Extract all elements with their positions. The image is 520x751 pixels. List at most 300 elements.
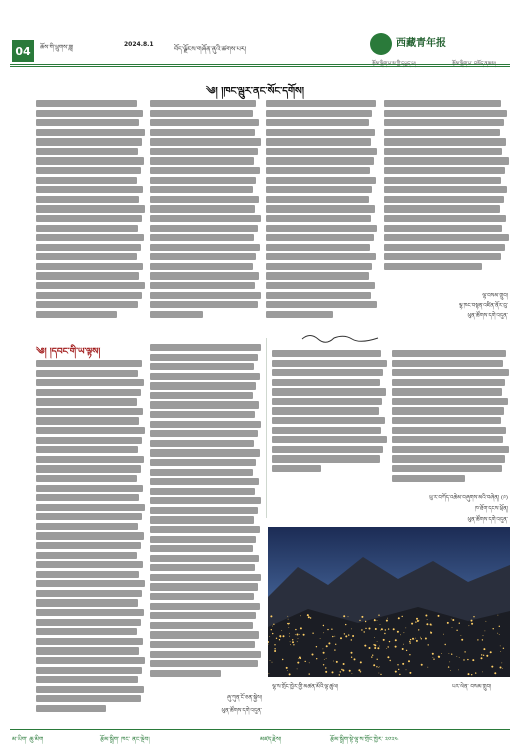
text-line bbox=[272, 455, 380, 462]
city-light bbox=[349, 670, 351, 672]
city-light bbox=[468, 673, 470, 675]
city-light bbox=[312, 633, 313, 634]
city-light bbox=[309, 673, 310, 674]
city-light bbox=[352, 635, 354, 637]
city-light bbox=[372, 655, 373, 656]
text-line bbox=[150, 555, 259, 562]
city-light bbox=[269, 636, 270, 637]
city-light bbox=[309, 662, 310, 663]
text-line bbox=[150, 157, 254, 164]
city-light bbox=[323, 649, 324, 650]
city-light bbox=[421, 664, 423, 666]
text-line bbox=[36, 263, 143, 270]
city-light bbox=[345, 624, 346, 625]
city-light bbox=[418, 629, 419, 630]
city-light bbox=[308, 616, 310, 618]
city-light bbox=[389, 641, 390, 642]
city-light bbox=[486, 621, 487, 622]
city-light bbox=[380, 624, 381, 625]
city-light bbox=[404, 632, 405, 633]
city-light bbox=[471, 623, 473, 625]
city-light bbox=[343, 663, 345, 665]
text-line bbox=[36, 599, 138, 606]
city-light bbox=[497, 633, 498, 634]
city-light bbox=[327, 629, 328, 630]
city-light bbox=[473, 616, 474, 617]
city-light bbox=[298, 638, 299, 639]
city-light bbox=[365, 621, 366, 622]
city-light bbox=[272, 626, 273, 627]
text-line bbox=[150, 354, 258, 361]
city-light bbox=[331, 629, 332, 630]
text-line bbox=[36, 379, 144, 386]
text-line bbox=[392, 465, 502, 472]
city-light bbox=[451, 654, 452, 655]
city-light bbox=[402, 616, 403, 617]
text-line bbox=[150, 631, 259, 638]
article2-title: ༄། །དབང་གི་ཡ་ལྟས། bbox=[36, 347, 101, 357]
text-line bbox=[36, 272, 139, 279]
text-line bbox=[392, 475, 465, 482]
city-light bbox=[406, 669, 407, 670]
city-light bbox=[373, 644, 374, 645]
city-light bbox=[426, 623, 428, 625]
text-line bbox=[36, 244, 141, 251]
article2-column-2 bbox=[150, 344, 262, 684]
text-line bbox=[150, 516, 254, 523]
page-number: 04 bbox=[12, 40, 34, 62]
text-line bbox=[266, 157, 374, 164]
city-light bbox=[417, 620, 419, 622]
text-line bbox=[36, 609, 144, 616]
text-line bbox=[36, 119, 139, 126]
text-line bbox=[392, 455, 505, 462]
city-light bbox=[332, 636, 333, 637]
city-light bbox=[360, 671, 361, 672]
city-light bbox=[320, 638, 321, 639]
text-line bbox=[36, 129, 145, 136]
city-light bbox=[379, 667, 380, 668]
text-line bbox=[150, 110, 253, 117]
text-line bbox=[392, 407, 504, 414]
city-light bbox=[395, 639, 397, 641]
city-light bbox=[458, 670, 459, 671]
text-line bbox=[150, 469, 253, 476]
text-line bbox=[150, 148, 258, 155]
text-line bbox=[36, 370, 138, 377]
city-light bbox=[274, 650, 276, 652]
city-light bbox=[326, 658, 327, 659]
text-line bbox=[36, 465, 141, 472]
text-line bbox=[150, 392, 253, 399]
text-line bbox=[36, 311, 117, 318]
city-light bbox=[340, 637, 342, 639]
city-light bbox=[369, 647, 371, 649]
city-light bbox=[295, 634, 296, 635]
text-line bbox=[36, 542, 141, 549]
text-line bbox=[392, 427, 506, 434]
city-light bbox=[431, 625, 432, 626]
text-line bbox=[384, 110, 507, 117]
city-light bbox=[409, 672, 411, 674]
text-line bbox=[36, 590, 142, 597]
city-light bbox=[485, 631, 486, 632]
text-line bbox=[266, 215, 371, 222]
city-light bbox=[287, 623, 288, 624]
city-light bbox=[427, 619, 428, 620]
city-light bbox=[379, 646, 380, 647]
text-line bbox=[150, 459, 256, 466]
text-line bbox=[392, 379, 505, 386]
text-line bbox=[266, 119, 369, 126]
city-light bbox=[361, 616, 363, 618]
city-light bbox=[374, 637, 375, 638]
text-line bbox=[150, 272, 259, 279]
city-light bbox=[467, 659, 468, 660]
text-line bbox=[150, 651, 261, 658]
city-light bbox=[377, 620, 378, 621]
city-light bbox=[430, 632, 432, 634]
text-line bbox=[36, 301, 138, 308]
article2-column-1 bbox=[36, 360, 146, 720]
text-line bbox=[384, 186, 507, 193]
city-light bbox=[403, 644, 404, 645]
city-light bbox=[377, 659, 378, 660]
article1-column-4 bbox=[384, 100, 510, 276]
city-light bbox=[415, 621, 416, 622]
city-light bbox=[378, 615, 379, 616]
city-light bbox=[482, 639, 483, 640]
text-line bbox=[384, 138, 506, 145]
text-line bbox=[36, 552, 137, 559]
text-line bbox=[36, 427, 145, 434]
city-light bbox=[334, 649, 335, 650]
city-light bbox=[433, 657, 434, 658]
city-light bbox=[500, 646, 501, 647]
city-light bbox=[324, 659, 325, 660]
text-line bbox=[384, 157, 509, 164]
text-line bbox=[384, 253, 501, 260]
text-line bbox=[150, 186, 253, 193]
text-line bbox=[392, 350, 506, 357]
city-light bbox=[326, 645, 328, 647]
city-light bbox=[288, 624, 289, 625]
article3-byline: ཁ་ཐོག་དངས་ཕྲོན། bbox=[475, 506, 508, 512]
article1-byline-2: ཕུན་ཚོགས་དགེ་འདུན་ bbox=[467, 313, 508, 319]
city-light bbox=[334, 636, 335, 637]
text-line bbox=[384, 148, 502, 155]
text-line bbox=[36, 157, 144, 164]
city-light bbox=[381, 628, 383, 630]
city-light bbox=[449, 662, 450, 663]
text-line bbox=[36, 532, 144, 539]
city-light bbox=[387, 656, 389, 658]
header-rule-secondary bbox=[10, 66, 510, 67]
city-light bbox=[351, 629, 352, 630]
city-light bbox=[272, 662, 273, 663]
article2-byline-2: ཕུན་ཚོགས་དགེ་འདུན་ bbox=[221, 708, 262, 714]
city-light bbox=[359, 620, 360, 621]
city-light bbox=[288, 619, 289, 620]
text-line bbox=[150, 536, 256, 543]
text-line bbox=[150, 593, 254, 600]
city-light bbox=[276, 638, 277, 639]
city-light bbox=[298, 658, 299, 659]
city-light bbox=[398, 669, 399, 670]
city-light bbox=[325, 671, 327, 673]
text-line bbox=[150, 440, 254, 447]
city-light bbox=[292, 641, 294, 643]
text-line bbox=[150, 301, 258, 308]
city-light bbox=[428, 644, 429, 645]
city-light bbox=[340, 671, 341, 672]
newspaper-logo-icon bbox=[370, 33, 392, 55]
text-line bbox=[150, 526, 260, 533]
text-line bbox=[150, 167, 260, 174]
city-light bbox=[279, 639, 280, 640]
text-line bbox=[266, 205, 375, 212]
text-line bbox=[36, 513, 142, 520]
city-light bbox=[377, 647, 379, 649]
text-line bbox=[36, 494, 139, 501]
text-line bbox=[392, 446, 509, 453]
city-light bbox=[471, 674, 472, 675]
text-line bbox=[36, 186, 143, 193]
city-light bbox=[503, 648, 504, 649]
city-light bbox=[451, 619, 452, 620]
text-line bbox=[266, 129, 375, 136]
city-light bbox=[475, 672, 476, 673]
text-line bbox=[272, 417, 385, 424]
page-footer bbox=[10, 729, 510, 744]
city-light bbox=[323, 632, 324, 633]
city-light bbox=[425, 638, 427, 640]
city-light bbox=[288, 623, 289, 624]
article3-column-1 bbox=[272, 350, 388, 480]
text-line bbox=[272, 388, 386, 395]
city-light bbox=[393, 628, 395, 630]
city-light bbox=[316, 646, 317, 647]
city-light bbox=[375, 628, 377, 630]
text-line bbox=[36, 475, 137, 482]
city-light bbox=[415, 638, 416, 639]
city-light bbox=[409, 641, 410, 642]
city-light bbox=[297, 634, 299, 636]
text-line bbox=[266, 292, 371, 299]
text-line bbox=[36, 485, 143, 492]
text-line bbox=[150, 421, 261, 428]
editor-note-left bbox=[372, 58, 416, 72]
text-line bbox=[384, 167, 505, 174]
city-light bbox=[270, 660, 271, 661]
city-light bbox=[297, 662, 299, 664]
city-light bbox=[297, 669, 298, 670]
text-line bbox=[384, 215, 506, 222]
article3-part-note: ཕུ་ར་བཀོད་འཆེམ་བཞུགས་མའི་བཞེན། (༩) bbox=[429, 495, 508, 501]
city-light bbox=[397, 664, 398, 665]
text-line bbox=[150, 641, 255, 648]
text-line bbox=[384, 100, 501, 107]
city-light bbox=[450, 670, 451, 671]
text-line bbox=[150, 292, 261, 299]
city-light bbox=[481, 657, 483, 659]
text-line bbox=[36, 561, 143, 568]
night-city-photo bbox=[268, 527, 510, 677]
text-line bbox=[266, 253, 376, 260]
city-light bbox=[289, 636, 290, 637]
city-light bbox=[383, 639, 385, 641]
city-light bbox=[336, 661, 338, 663]
city-light bbox=[432, 653, 434, 655]
text-line bbox=[36, 705, 106, 712]
city-light bbox=[351, 652, 353, 654]
article2-byline: ཞུ་ཀུན་ངོ་ཅན་སྐྱེས། bbox=[227, 695, 262, 701]
city-light bbox=[374, 619, 376, 621]
text-line bbox=[150, 545, 253, 552]
text-line bbox=[266, 196, 369, 203]
city-light bbox=[274, 648, 275, 649]
text-line bbox=[384, 244, 505, 251]
text-line bbox=[36, 571, 139, 578]
text-line bbox=[392, 369, 509, 376]
city-light bbox=[354, 658, 356, 660]
text-line bbox=[36, 100, 137, 107]
city-light bbox=[287, 616, 288, 617]
text-line bbox=[150, 660, 258, 667]
text-line bbox=[150, 282, 255, 289]
city-light bbox=[352, 673, 353, 674]
city-light bbox=[384, 633, 385, 634]
article1-column-1 bbox=[36, 100, 146, 328]
city-light bbox=[472, 659, 474, 661]
text-line bbox=[36, 695, 141, 702]
text-line bbox=[36, 667, 142, 674]
text-line bbox=[384, 129, 500, 136]
city-light bbox=[410, 642, 411, 643]
city-light bbox=[270, 615, 272, 617]
tibetan-date: ཆོས་གི་ཕྲུགས་ཟླ། bbox=[40, 44, 74, 51]
city-light bbox=[433, 659, 434, 660]
city-light bbox=[364, 631, 365, 632]
city-light bbox=[477, 639, 478, 640]
text-line bbox=[150, 263, 253, 270]
text-line bbox=[384, 177, 501, 184]
text-line bbox=[36, 647, 139, 654]
text-line bbox=[266, 282, 375, 289]
city-light bbox=[274, 644, 275, 645]
text-line bbox=[150, 603, 260, 610]
city-light bbox=[316, 658, 317, 659]
city-light bbox=[341, 669, 342, 670]
text-line bbox=[36, 504, 145, 511]
text-line bbox=[36, 177, 137, 184]
city-light bbox=[416, 640, 418, 642]
text-line bbox=[36, 456, 144, 463]
text-line bbox=[272, 398, 382, 405]
text-line bbox=[36, 225, 138, 232]
text-line bbox=[266, 263, 372, 270]
text-line bbox=[150, 119, 259, 126]
city-light bbox=[499, 634, 500, 635]
city-light bbox=[421, 638, 422, 639]
text-line bbox=[150, 100, 256, 107]
city-light bbox=[405, 628, 406, 629]
city-light bbox=[339, 674, 340, 675]
text-line bbox=[36, 628, 137, 635]
city-light bbox=[378, 667, 379, 668]
footer-item-2: རྩོམ་སྒྲིག་ ཁང་ ནང་ལྡེབ། bbox=[100, 736, 150, 743]
article1-source: ལྷ་ཁང་བསྟན་འཛིན་ནོར་བུ་ bbox=[458, 303, 508, 309]
text-line bbox=[36, 253, 137, 260]
text-line bbox=[266, 177, 376, 184]
city-light bbox=[303, 634, 305, 636]
city-light bbox=[380, 674, 381, 675]
text-line bbox=[384, 196, 504, 203]
city-light bbox=[388, 628, 389, 629]
city-light bbox=[464, 651, 465, 652]
text-line bbox=[384, 225, 502, 232]
column-divider bbox=[266, 338, 267, 518]
text-line bbox=[36, 167, 141, 174]
city-light bbox=[386, 620, 388, 622]
newspaper-name: 西藏青年报 bbox=[396, 38, 446, 49]
text-line bbox=[150, 373, 260, 380]
text-line bbox=[150, 507, 258, 514]
city-light bbox=[452, 627, 453, 628]
city-light bbox=[441, 653, 442, 654]
text-line bbox=[36, 282, 145, 289]
city-light bbox=[308, 615, 309, 616]
article1-byline: ལྷ་བསམ་གྲུབ། bbox=[482, 293, 508, 299]
city-light bbox=[449, 653, 450, 654]
text-line bbox=[36, 657, 145, 664]
text-line bbox=[266, 234, 374, 241]
city-light bbox=[398, 617, 400, 619]
text-line bbox=[150, 478, 259, 485]
text-line bbox=[266, 311, 333, 318]
city-light bbox=[388, 646, 389, 647]
city-light bbox=[459, 657, 460, 658]
city-light bbox=[312, 654, 314, 656]
text-line bbox=[272, 350, 381, 357]
text-line bbox=[150, 234, 254, 241]
city-light bbox=[502, 668, 503, 669]
header-rule bbox=[10, 64, 510, 65]
text-line bbox=[384, 234, 509, 241]
city-light bbox=[281, 630, 282, 631]
city-light bbox=[500, 667, 502, 669]
masthead-tibetan: བོད་ལྗོངས་གཞོན་ནུའི་ཚགས་པར། bbox=[174, 45, 247, 53]
text-line bbox=[150, 612, 256, 619]
text-line bbox=[150, 225, 258, 232]
city-light bbox=[358, 669, 360, 671]
text-line bbox=[36, 686, 144, 693]
text-line bbox=[150, 253, 256, 260]
city-light bbox=[335, 644, 336, 645]
text-line bbox=[150, 363, 254, 370]
city-light bbox=[283, 635, 285, 637]
city-light bbox=[379, 673, 380, 674]
text-line bbox=[266, 110, 372, 117]
city-light bbox=[402, 663, 404, 665]
article3-byline-2: ཕུན་ཚོགས་དགེ་འདུན་ bbox=[467, 517, 508, 523]
photo-caption: ལྷ་ས་གྲོང་ཁྱེར་གྱི་མཚན་མོའི་ལྟ་ཚུལ། bbox=[272, 684, 339, 690]
text-line bbox=[36, 437, 142, 444]
city-light bbox=[425, 615, 427, 617]
city-light bbox=[469, 625, 470, 626]
city-light bbox=[483, 648, 485, 650]
city-light bbox=[386, 648, 387, 649]
